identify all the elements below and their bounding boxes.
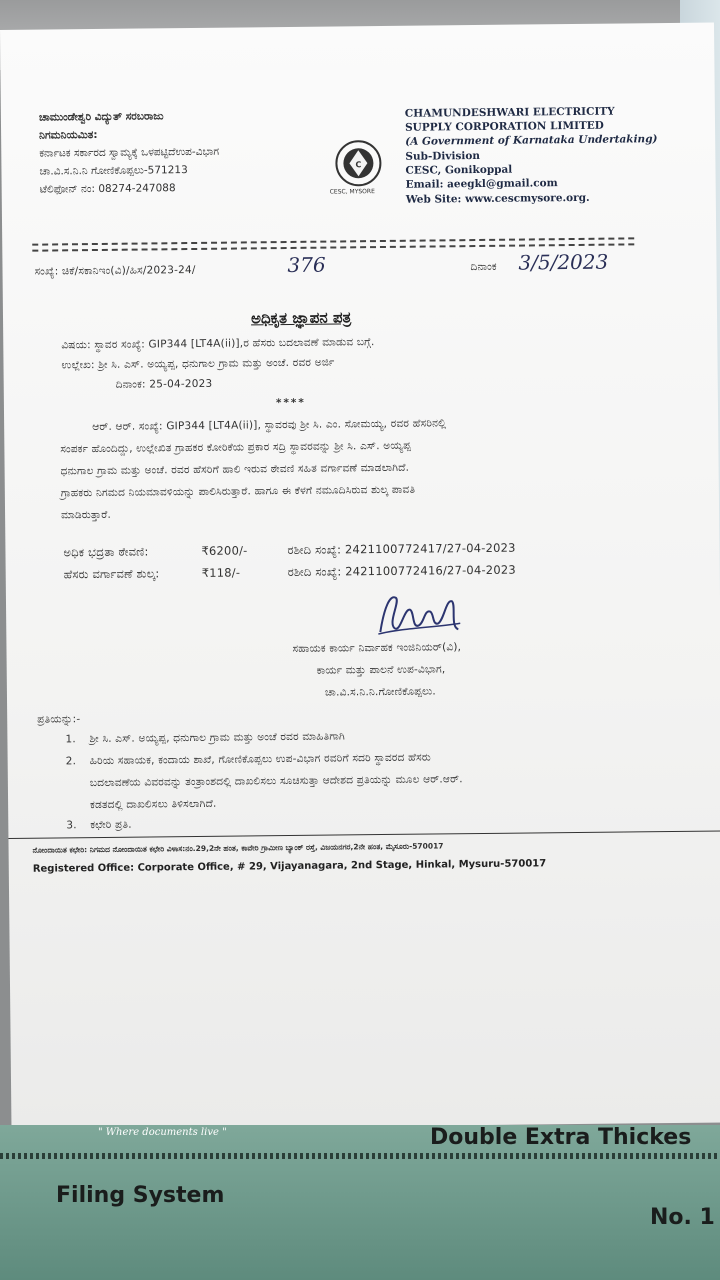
signature xyxy=(374,587,465,644)
kn-line-4: ಚಾ.ವಿ.ಸ.ನಿ.ನಿ ಗೋಣಿಕೊಪ್ಪಲು-571213 xyxy=(39,164,188,178)
footer-kannada: ನೋಂದಾಯಿತ ಕಛೇರಿ: ನಿಗಮದ ನೋಂದಾಯಿತ ಕಛೇರಿ ವಿಳಾಸ:ನಂ.29,2ನೇ ಹಂತ, ಕಾವೇರಿ ಗ್ರಾಮೀಣ ಬ್ಯಾಂಕ್ ರಸ್ತೆ, ವಿಜಯನಗರ,2ನೇ ಹಂತ, ಮೈಸೂರು-570017 xyxy=(32,841,444,855)
copy-2-line-3: ಕಡತದಲ್ಲಿ ದಾಖಲಿಸಲು ತಿಳಿಸಲಾಗಿದೆ. xyxy=(90,797,217,812)
reference-line-2: ದಿನಾಂಕ: 25-04-2023 xyxy=(115,377,213,391)
separator-stars: **** xyxy=(275,396,306,410)
en-line-7: Web Site: www.cescmysore.org. xyxy=(405,191,590,206)
copy-1-line-1: ಶ್ರೀ ಸಿ. ಎಸ್. ಅಯ್ಯಪ್ಪ, ಧನುಗಾಲ ಗ್ರಾಮ ಮತ್ತು ಅಂಚೆ ರವರ ಮಾಹಿತಿಗಾಗಿ xyxy=(89,730,346,746)
fee-amount-2: ₹118/- xyxy=(201,565,241,580)
date-handwritten: 3/5/2023 xyxy=(518,249,609,275)
filing-number: No. 1 xyxy=(650,1205,715,1230)
en-line-3: (A Government of Karnataka Undertaking) xyxy=(405,133,658,148)
reference-number-handwritten: 376 xyxy=(287,252,326,278)
body-line-2: ಸಂಪರ್ಕ ಹೊಂದಿದ್ದು, ಉಲ್ಲೇಖಿತ ಗ್ರಾಹಕರ ಕೋರಿಕೆಯ ಪ್ರಕಾರ ಸದ್ರಿ ಸ್ಥಾವರವನ್ನು ಶ್ರೀ ಸಿ. ಎಸ್. ಅಯ್ಯಪ್ಪ xyxy=(60,439,412,456)
en-line-5: CESC, Gonikoppal xyxy=(405,163,513,177)
fee-receipt-1: ರಶೀದಿ ಸಂಖ್ಯೆ: 2421100772417/27-04-2023 xyxy=(287,540,516,558)
en-line-2: SUPPLY CORPORATION LIMITED xyxy=(404,119,604,134)
kn-line-3: ಕರ್ನಾಟಕ ಸರ್ಕಾರದ ಸ್ವಾಮ್ಯಕ್ಕೆ ಒಳಪಟ್ಟಿದೆಉಪ-ವಿಭಾಗ xyxy=(39,145,220,160)
filing-stripe xyxy=(0,1153,720,1159)
footer-english: Registered Office: Corporate Office, # 29, Vijayanagara, 2nd Stage, Hinkal, Mysuru-570017 xyxy=(32,858,547,875)
svg-text:C: C xyxy=(355,160,362,170)
fee-label-2: ಹೆಸರು ವರ್ಗಾವಣೆ ಶುಲ್ಕ: xyxy=(63,566,160,582)
signatory-line-2: ಕಾರ್ಯ ಮತ್ತು ಪಾಲನೆ ಉಪ-ವಿಭಾಗ, xyxy=(316,663,446,677)
copy-num-1: 1. xyxy=(65,733,76,746)
en-line-6: Email: aeegkl@gmail.com xyxy=(405,177,558,191)
kn-line-5: ಟೆಲಿಫೋನ್ ನಂ: 08274-247088 xyxy=(39,182,176,196)
body-line-5: ಮಾಡಿರುತ್ತಾರೆ. xyxy=(61,508,112,522)
fee-amount-1: ₹6200/- xyxy=(201,543,248,558)
signatory-line-3: ಚಾ.ವಿ.ಸ.ನಿ.ನಿ.ಗೋಣಿಕೊಪ್ಪಲು. xyxy=(324,685,436,699)
fee-label-1: ಅಧಿಕ ಭದ್ರತಾ ಠೇವಣಿ: xyxy=(63,544,149,560)
filing-title: Filing System xyxy=(56,1183,225,1208)
en-line-4: Sub-Division xyxy=(405,149,481,163)
copy-3-line-1: ಕಛೇರಿ ಪ್ರತಿ. xyxy=(90,818,132,832)
body-line-4: ಗ್ರಾಹಕರು ನಿಗಮದ ನಿಯಮಾವಳಿಯನ್ನು ಪಾಲಿಸಿರುತ್ತಾರೆ. ಹಾಗೂ ಈ ಕೆಳಗೆ ನಮೂದಿಸಿರುವ ಶುಲ್ಕ ಪಾವತಿ xyxy=(60,483,416,500)
logo-caption: CESC, MYSORE xyxy=(329,188,375,196)
reference-number-label: ಸಂಖ್ಯೆ: ಚಿಕೆ/ಸಕಾನಿಇಂ(ವಿ)/ಹಿಸ/2023-24/ xyxy=(34,263,196,278)
en-line-1: CHAMUNDESHWARI ELECTRICITY xyxy=(404,105,615,120)
copy-num-2: 2. xyxy=(65,755,77,768)
signatory-line-1: ಸಹಾಯಕ ಕಾರ್ಯ ನಿರ್ವಾಹಕ ಇಂಜಿನಿಯರ್(ವಿ), xyxy=(292,641,462,655)
copies-heading: ಪ್ರತಿಯನ್ನು:- xyxy=(37,713,81,726)
kn-line-2: ನಿಗಮನಿಯಮಿತ: xyxy=(39,128,98,142)
reference-line-1: ಉಲ್ಲೇಖ: ಶ್ರೀ ಸಿ. ಎಸ್. ಅಯ್ಯಪ್ಪ, ಧನುಗಾಲ ಗ್ರಾಮ ಮತ್ತು ಅಂಚೆ. ರವರ ಅರ್ಜಿ xyxy=(61,356,335,372)
filing-cover xyxy=(0,1125,720,1280)
filing-tagline: " Where documents live " xyxy=(98,1127,227,1138)
filing-right-text: Double Extra Thickes xyxy=(430,1125,692,1150)
copy-2-line-1: ಹಿರಿಯ ಸಹಾಯಕ, ಕಂದಾಯ ಶಾಖೆ, ಗೋಣಿಕೊಪ್ಪಲು ಉಪ-ವಿಭಾಗ ರವರಿಗೆ ಸದರಿ ಸ್ಥಾವರದ ಹೆಸರು xyxy=(89,751,431,768)
kn-line-1: ಚಾಮುಂಡೇಶ್ವರಿ ವಿದ್ಯುತ್ ಸರಬರಾಜು xyxy=(38,110,164,124)
date-label: ದಿನಾಂಕ xyxy=(470,260,497,274)
fee-receipt-2: ರಶೀದಿ ಸಂಖ್ಯೆ: 2421100772416/27-04-2023 xyxy=(287,562,516,580)
document-title: ಅಧಿಕೃತ ಜ್ಞಾಪನ ಪತ್ರ xyxy=(250,308,352,328)
body-line-1: ಆರ್. ಆರ್. ಸಂಖ್ಯೆ: GIP344 [LT4A(ii)], ಸ್ಥಾವರವು ಶ್ರೀ ಸಿ. ಎಂ. ಸೋಮಯ್ಯ, ರವರ ಹೆಸರಿನಲ್ಲಿ xyxy=(92,417,447,434)
subject-line: ವಿಷಯ: ಸ್ಥಾವರ ಸಂಖ್ಯೆ: GIP344 [LT4A(ii)],ರ ಹೆಸರು ಬದಲಾವಣೆ ಮಾಡುವ ಬಗ್ಗೆ. xyxy=(61,336,375,352)
cesc-logo xyxy=(329,136,388,199)
copy-num-3: 3. xyxy=(66,819,77,832)
copy-2-line-2: ಬದಲಾವಣೆಯ ವಿವರವನ್ನು ತಂತ್ರಾಂಶದಲ್ಲಿ ದಾಖಲಿಸಲು ಸೂಚಿಸುತ್ತಾ ಆದೇಶದ ಪ್ರತಿಯನ್ನು ಮೂಲ ಆರ್.ಆರ್. xyxy=(89,773,463,790)
letter-sheet xyxy=(0,23,720,1130)
body-line-3: ಧನುಗಾಲ ಗ್ರಾಮ ಮತ್ತು ಅಂಚೆ. ರವರ ಹೆಸರಿಗೆ ಹಾಲಿ ಇರುವ ಠೇವಣಿ ಸಹಿತ ವರ್ಗಾವಣೆ ಮಾಡಲಾಗಿದೆ. xyxy=(60,461,410,478)
